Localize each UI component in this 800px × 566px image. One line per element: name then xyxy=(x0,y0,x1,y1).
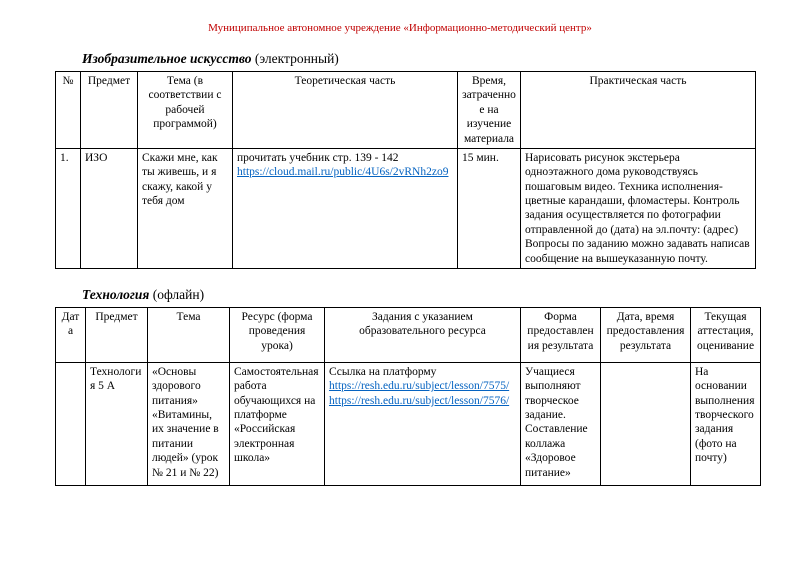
section1-title-suffix: (электронный) xyxy=(251,51,339,66)
art-cell-time: 15 мин. xyxy=(458,148,521,268)
art-cell-subject: ИЗО xyxy=(81,148,138,268)
art-cell-practice: Нарисовать рисунок экстерьера одноэтажного дома руководствуясь пошаговым видео. Техника исполнения-цветные карандаши, фломастеры. Контроль задания осуществляется по фотографии отправленной до (дата) на эл.почту: (адрес) Вопросы по заданию можно задавать написав сообщение на вышеуказанную почту. xyxy=(521,148,756,268)
tech-cell-topic: «Основы здорового питания» «Витамины, их значение в питании людей» (урок № 21 и № 22) xyxy=(148,362,230,485)
theory-text: прочитать учебник стр. 139 - 142 xyxy=(237,151,399,164)
section2-title-suffix: (офлайн) xyxy=(149,286,205,302)
section1-title-main: Изобразительное искусство xyxy=(82,51,252,66)
art-header-practice: Практическая часть xyxy=(521,72,756,149)
tech-cell-resource: Самостоятельная работа обучающихся на платформе «Российская электронная школа» xyxy=(230,362,325,485)
tech-header-assessment: Текущая аттестация, оценивание xyxy=(691,307,761,362)
tech-cell-date xyxy=(56,362,86,485)
tech-header-tasks: Задания с указанием образовательного ресурса xyxy=(325,307,521,362)
tech-header-resource: Ресурс (форма проведения урока) xyxy=(230,307,325,362)
org-header: Муниципальное автономное учреждение «Информационно-методический центр» xyxy=(208,22,592,34)
section1-title xyxy=(82,51,800,67)
tech-header-subject: Предмет xyxy=(86,307,148,362)
art-cell-num: 1. xyxy=(56,148,81,268)
technology-table-header-row xyxy=(56,307,761,362)
section2-title xyxy=(82,287,800,303)
tech-header-topic: Тема xyxy=(148,307,230,362)
section-gap xyxy=(0,269,800,287)
table-row xyxy=(56,362,761,485)
section2-title-main: Технология xyxy=(82,286,150,302)
tasks-link-1[interactable]: https://resh.edu.ru/subject/lesson/7575/ xyxy=(329,380,510,393)
tech-header-date: Дата xyxy=(56,307,86,362)
tech-cell-result-datetime xyxy=(601,362,691,485)
theory-link[interactable]: https://cloud.mail.ru/public/4U6s/2vRNh2zo9 xyxy=(237,166,449,179)
art-header-num: № xyxy=(56,72,81,149)
tech-cell-subject: Технология 5 А xyxy=(86,362,148,485)
tech-cell-tasks xyxy=(325,362,521,485)
tasks-text: Ссылка на платформу xyxy=(329,365,437,378)
table-row xyxy=(56,148,756,268)
art-cell-theory xyxy=(233,148,458,268)
tech-cell-result-form: Учащиеся выполняют творческое задание. Составление коллажа «Здоровое питание» xyxy=(521,362,601,485)
art-header-subject: Предмет xyxy=(81,72,138,149)
art-header-time: Время, затраченное на изучение материала xyxy=(458,72,521,149)
art-header-topic: Тема (в соответствии с рабочей программой) xyxy=(138,72,233,149)
tech-header-result-datetime: Дата, время предоставления результата xyxy=(601,307,691,362)
tasks-link-2[interactable]: https://resh.edu.ru/subject/lesson/7576/ xyxy=(329,394,510,407)
technology-table xyxy=(55,307,761,486)
tech-header-result-form: Форма предоставления результата xyxy=(521,307,601,362)
art-cell-topic: Скажи мне, как ты живешь, и я скажу, какой у тебя дом xyxy=(138,148,233,268)
tech-cell-assessment: На основании выполнения творческого задания (фото на почту) xyxy=(691,362,761,485)
art-table-header-row xyxy=(56,72,756,149)
art-header-theory: Теоретическая часть xyxy=(233,72,458,149)
art-table xyxy=(55,71,756,269)
